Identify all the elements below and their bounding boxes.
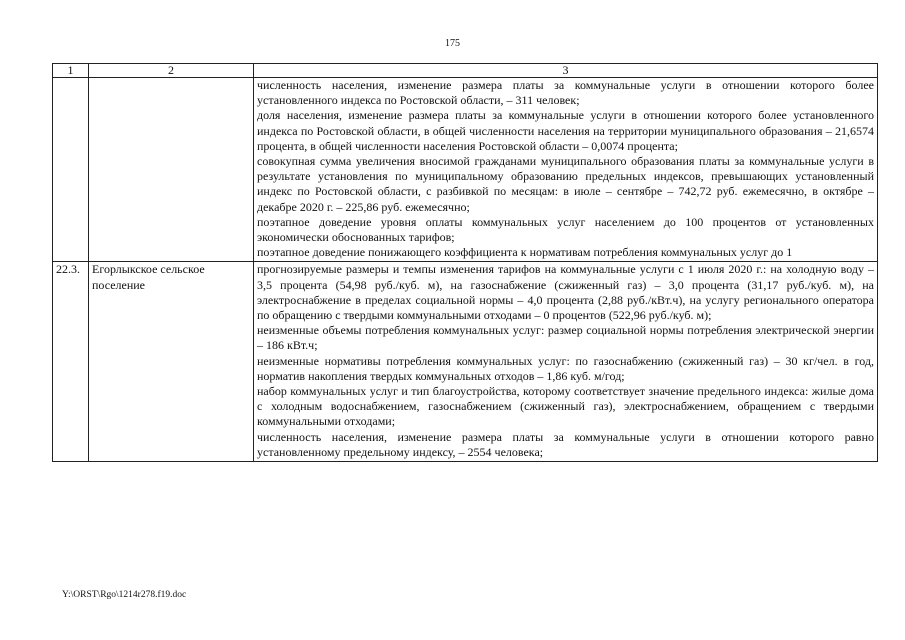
paragraph: доля населения, изменение размера платы за коммунальные услуги в отношении которого более установленного индекса по Ростовской области, в общей численности населения на территории муниципального образования – 21,6574 процента, в общей численности населения Ростовской области – 0,0074 процента; <box>257 108 874 153</box>
tariff-table <box>52 63 878 462</box>
paragraph: набор коммунальных услуг и тип благоустройства, которому соответствует значение предельного индекса: жилые дома с холодным водоснабжением, газоснабжением (сжиженный газ), электроснабжением, обращением с твердыми коммунальными отходами; <box>257 384 874 429</box>
table-row <box>53 78 878 262</box>
details-cell <box>254 78 878 262</box>
paragraph: численность населения, изменение размера платы за коммунальные услуги в отношении которого равно установленному предельному индексу, – 2554 человека; <box>257 429 874 459</box>
document-path-footer: Y:\ORST\Rgo\1214r278.f19.doc <box>62 590 187 600</box>
header-cell-1: 1 <box>53 64 89 78</box>
header-cell-2: 2 <box>89 64 254 78</box>
page-number: 175 <box>445 38 460 49</box>
table-header-row <box>53 64 878 78</box>
paragraph: поэтапное доведение уровня оплаты коммунальных услуг населением до 100 процентов от установленных экономически обоснованных тарифов; <box>257 214 874 245</box>
municipality-name-cell: Егорлыкское сельское поселение <box>89 262 254 462</box>
municipality-name-cell <box>89 78 254 262</box>
row-number-cell: 22.3. <box>53 262 89 462</box>
paragraph: численность населения, изменение размера платы за коммунальные услуги в отношении которого более установленного индекса по Ростовской области, – 311 человек; <box>257 78 874 108</box>
header-cell-3: 3 <box>254 64 878 78</box>
paragraph: совокупная сумма увеличения вносимой гражданами муниципального образования платы за коммунальные услуги в результате установления по муниципальному образованию предельных индексов, превышающих установленный индекс по Ростовской области, с разбивкой по месяцам: в июле – сентябре – 742,72 руб. ежемесячно, в октябре – декабре 2020 г. – 225,86 руб. ежемесячно; <box>257 154 874 214</box>
table-row <box>53 262 878 462</box>
paragraph: поэтапное доведение понижающего коэффициента к нормативам потребления коммунальных услуг до 1 <box>257 245 793 260</box>
row-number-cell <box>53 78 89 262</box>
paragraph: неизменные объемы потребления коммунальных услуг: размер социальной нормы потребления электрической энергии – 186 кВт.ч; <box>257 323 874 353</box>
paragraph: прогнозируемые размеры и темпы изменения тарифов на коммунальные услуги с 1 июля 2020 г.: на холодную воду – 3,5 процента (54,98 руб./куб. м), на газоснабжение (сжиженный газ) – 3,0 процента (31,17 руб./куб. м), на электроснабжение в пределах социальной нормы – 4,0 процента (2,88 руб./кВт.ч), на услугу регионального оператора по обращению с твердыми коммунальными отходами – 0 процентов (522,96 руб./куб. м); <box>257 262 874 323</box>
paragraph: неизменные нормативы потребления коммунальных услуг: по газоснабжению (сжиженный газ) – 30 кг/чел. в год, норматив накопления твердых коммунальных отходов – 1,86 куб. м/год; <box>257 353 874 383</box>
details-cell <box>254 262 878 462</box>
